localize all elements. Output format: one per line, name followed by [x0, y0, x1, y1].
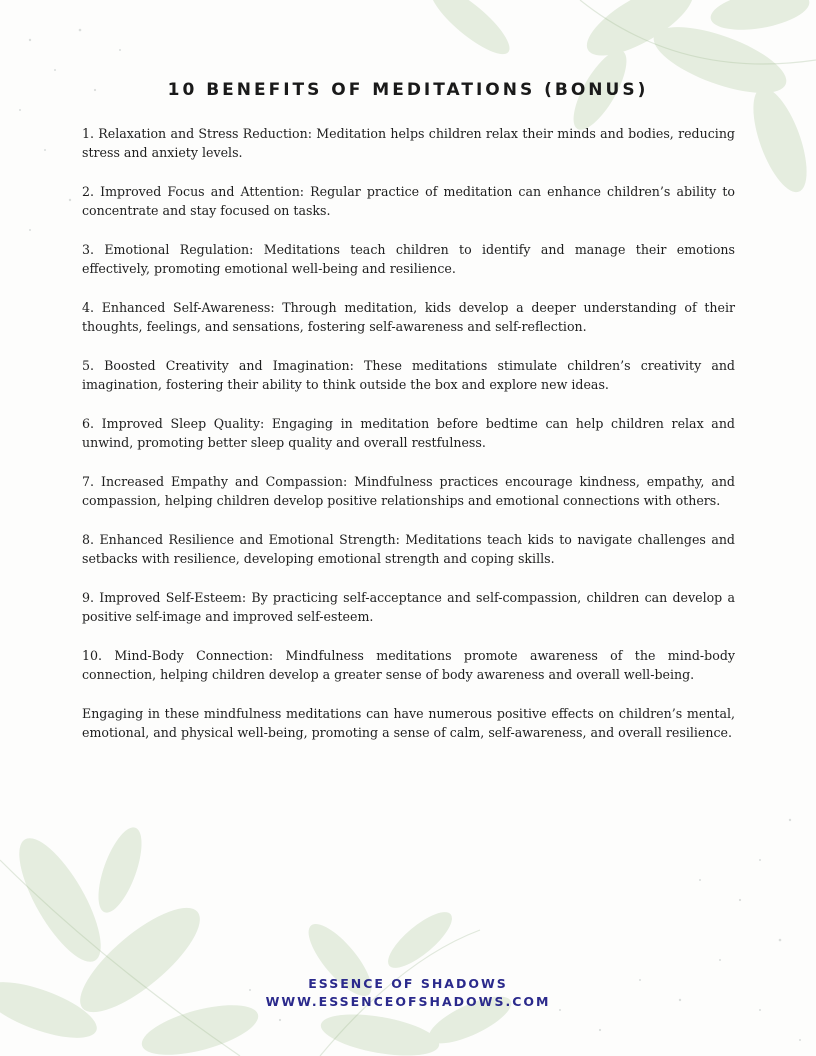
paragraph-1: 1. Relaxation and Stress Reduction: Meditation helps children relax their minds and bodies, reducing stress and anxiety levels. — [82, 126, 735, 160]
paragraph-6: 6. Improved Sleep Quality: Engaging in meditation before bedtime can help children relax and unwind, promoting better sleep quality and overall restfulness. — [82, 416, 735, 450]
paragraph-4: 4. Enhanced Self-Awareness: Through meditation, kids develop a deeper understanding of their thoughts, feelings, and sensations, fostering self-awareness and self-reflection. — [82, 300, 735, 334]
paragraph-3: 3. Emotional Regulation: Meditations teach children to identify and manage their emotions effectively, promoting emotional well-being and resilience. — [82, 242, 735, 276]
paragraph-2: 2. Improved Focus and Attention: Regular practice of meditation can enhance children’s ability to concentrate and stay focused on tasks. — [82, 184, 735, 218]
closing-paragraph: Engaging in these mindfulness meditations can have numerous positive effects on children’s mental, emotional, and physical well-being, promoting a sense of calm, self-awareness, and overall resilience. — [82, 706, 735, 740]
footer — [0, 975, 816, 1011]
benefits-list — [82, 124, 735, 762]
page-title: 10 BENEFITS OF MEDITATIONS (BONUS) — [167, 80, 649, 100]
brand-name: ESSENCE OF SHADOWS — [308, 976, 508, 991]
paragraph-10: 10. Mind-Body Connection: Mindfulness meditations promote awareness of the mind-body connection, helping children develop a greater sense of body awareness and overall well-being. — [82, 648, 735, 682]
paragraph-7: 7. Increased Empathy and Compassion: Mindfulness practices encourage kindness, empathy, and compassion, helping children develop positive relationships and emotional connections with others. — [82, 474, 735, 508]
paragraph-5: 5. Boosted Creativity and Imagination: These meditations stimulate children’s creativity and imagination, fostering their ability to think outside the box and explore new ideas. — [82, 358, 735, 392]
paragraph-8: 8. Enhanced Resilience and Emotional Strength: Meditations teach kids to navigate challenges and setbacks with resilience, developing emotional strength and coping skills. — [82, 532, 735, 566]
website-link[interactable]: WWW.ESSENCEOFSHADOWS.COM — [265, 994, 551, 1009]
paragraph-9: 9. Improved Self-Esteem: By practicing self-acceptance and self-compassion, children can develop a positive self-image and improved self-esteem. — [82, 590, 735, 624]
